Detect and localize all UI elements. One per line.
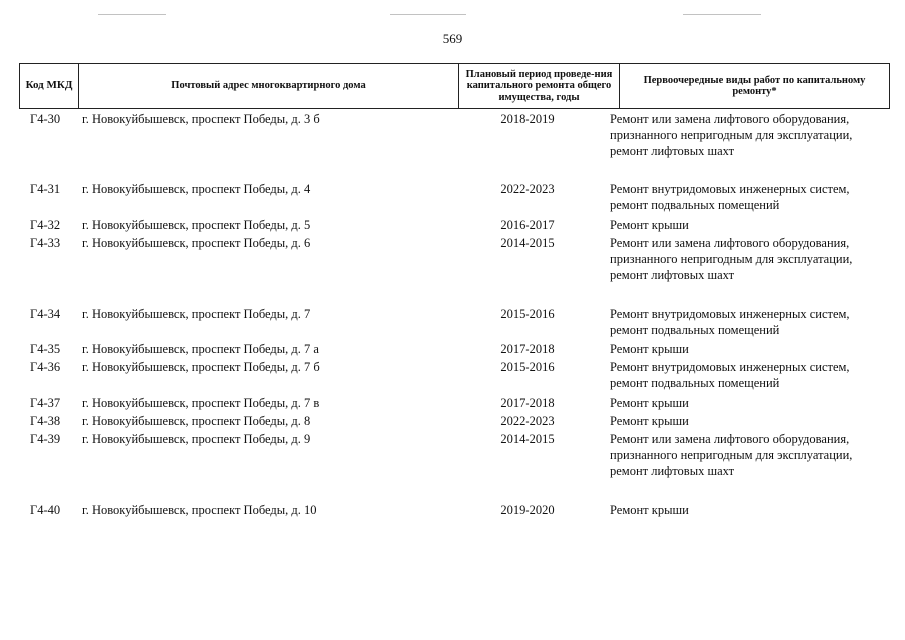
table-header — [19, 63, 890, 109]
row-address: г. Новокуйбышевск, проспект Победы, д. 4 — [82, 182, 311, 196]
row-works-line: Ремонт или замена лифтового оборудования, — [610, 432, 850, 446]
row-code: Г4-31 — [30, 182, 61, 196]
row-code: Г4-39 — [30, 432, 61, 446]
row-works-line: ремонт лифтовых шахт — [610, 464, 735, 478]
row-address: г. Новокуйбышевск, проспект Победы, д. 5 — [82, 218, 311, 232]
row-works — [610, 111, 895, 159]
row-address: г. Новокуйбышевск, проспект Победы, д. 10 — [82, 503, 317, 517]
row-period: 2018-2019 — [500, 112, 555, 126]
row-period: 2014-2015 — [500, 236, 555, 250]
row-code: Г4-35 — [30, 342, 61, 356]
row-works-line: Ремонт внутридомовых инженерных систем, — [610, 182, 850, 196]
row-works-line: Ремонт крыши — [610, 342, 689, 356]
row-period: 2015-2016 — [500, 360, 555, 374]
row-works-line: признанного непригодным для эксплуатации, — [610, 128, 853, 142]
row-works — [610, 217, 895, 233]
row-works — [610, 341, 895, 357]
header-code: Код МКД — [20, 64, 79, 108]
row-works-line: ремонт подвальных помещений — [610, 323, 780, 337]
row-works-line: признанного непригодным для эксплуатации, — [610, 252, 853, 266]
row-works — [610, 431, 895, 479]
row-code: Г4-33 — [30, 236, 61, 250]
row-works — [610, 413, 895, 429]
row-address: г. Новокуйбышевск, проспект Победы, д. 7 б — [82, 360, 320, 374]
row-code: Г4-38 — [30, 414, 61, 428]
row-works-line: ремонт лифтовых шахт — [610, 268, 735, 282]
row-address: г. Новокуйбышевск, проспект Победы, д. 7 — [82, 307, 311, 321]
row-period: 2019-2020 — [500, 503, 555, 517]
row-works-line: Ремонт крыши — [610, 503, 689, 517]
row-code: Г4-32 — [30, 218, 61, 232]
row-period: 2022-2023 — [500, 414, 555, 428]
row-works — [610, 306, 895, 338]
row-address: г. Новокуйбышевск, проспект Победы, д. 3 б — [82, 112, 320, 126]
row-address: г. Новокуйбышевск, проспект Победы, д. 6 — [82, 236, 311, 250]
row-address: г. Новокуйбышевск, проспект Победы, д. 7 в — [82, 396, 320, 410]
row-period: 2016-2017 — [500, 218, 555, 232]
row-address: г. Новокуйбышевск, проспект Победы, д. 9 — [82, 432, 311, 446]
row-works-line: Ремонт или замена лифтового оборудования, — [610, 236, 850, 250]
row-works — [610, 502, 895, 518]
row-code: Г4-37 — [30, 396, 61, 410]
row-period: 2017-2018 — [500, 342, 555, 356]
row-works-line: ремонт подвальных помещений — [610, 198, 780, 212]
row-works — [610, 181, 895, 213]
row-code: Г4-30 — [30, 112, 61, 126]
row-period: 2015-2016 — [500, 307, 555, 321]
row-works-line: Ремонт крыши — [610, 396, 689, 410]
row-works-line: Ремонт внутридомовых инженерных систем, — [610, 360, 850, 374]
row-period: 2017-2018 — [500, 396, 555, 410]
row-period: 2014-2015 — [500, 432, 555, 446]
row-works-line: Ремонт внутридомовых инженерных систем, — [610, 307, 850, 321]
header-address: Почтовый адрес многоквартирного дома — [79, 64, 459, 108]
row-works-line: Ремонт крыши — [610, 414, 689, 428]
row-works-line: Ремонт крыши — [610, 218, 689, 232]
scan-artifact-line — [683, 14, 761, 15]
row-code: Г4-36 — [30, 360, 61, 374]
row-works — [610, 395, 895, 411]
row-works-line: признанного непригодным для эксплуатации, — [610, 448, 853, 462]
scan-artifact-line — [390, 14, 466, 15]
row-address: г. Новокуйбышевск, проспект Победы, д. 8 — [82, 414, 311, 428]
page-number: 569 — [442, 31, 463, 46]
header-period: Плановый период проведе-ния капитального ремонта общего имущества, годы — [459, 64, 620, 108]
row-period: 2022-2023 — [500, 182, 555, 196]
row-works — [610, 235, 895, 283]
scan-artifact-line — [98, 14, 166, 15]
row-works-line: Ремонт или замена лифтового оборудования, — [610, 112, 850, 126]
row-works-line: ремонт лифтовых шахт — [610, 144, 735, 158]
row-code: Г4-40 — [30, 503, 61, 517]
row-works — [610, 359, 895, 391]
row-works-line: ремонт подвальных помещений — [610, 376, 780, 390]
header-works: Первоочередные виды работ по капитальному ремонту* — [643, 74, 866, 97]
row-address: г. Новокуйбышевск, проспект Победы, д. 7 а — [82, 342, 319, 356]
row-code: Г4-34 — [30, 307, 61, 321]
